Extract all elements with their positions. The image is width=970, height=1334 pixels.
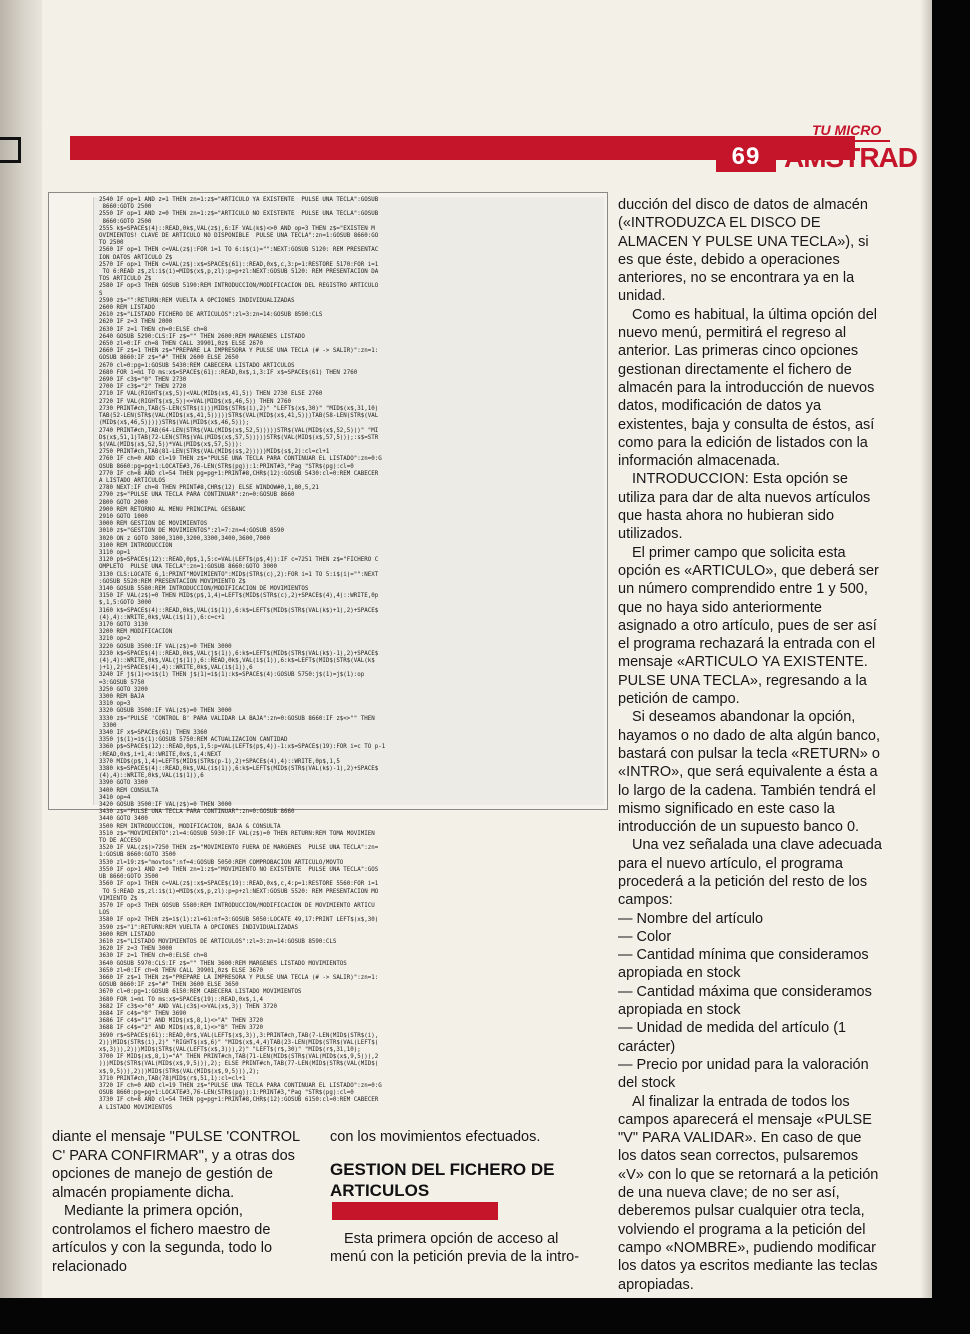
code-line: )))MID$(STR$(VAL(MID$(x$,9,5))),2); ELSE PRINT#ch,TAB(77-LEN(MID$(STR$(VAL(MID$( xyxy=(99,1061,379,1068)
code-line: x$,9,5))),2)))MID$(STR$(VAL(MID$(x$,9,5))),2); xyxy=(99,1068,260,1075)
code-line: 3300 REM BAJA xyxy=(99,694,145,701)
program-listing xyxy=(93,197,604,1111)
code-line: 3580 IF op>2 THEN z$=i$(1):zl=61:nf=3:GOSUB 5050:LOCATE 49,17:PRINT LEFT$(x$,30) xyxy=(99,917,379,924)
code-line: 3240 IF j$(1)<>i$(1) THEN j$(1)=i$(1):k$=SPACE$(4):GOSUB 5750:j$(1)=j$(1):op xyxy=(99,672,365,679)
code-line: LOS xyxy=(99,910,110,917)
code-line: OSUB 8660:pg=pg+1:LOCATE#3,76-LEN(STR$(pg)):1:PRINT#3,"Pag "STR$(pg):cl=0 xyxy=(99,1090,354,1097)
code-line: 3330 z$="PULSE 'CONTROL B' PARA VALIDAR LA BAJA":zn=0:GOSUB 8660:IF z$<>"" THEN xyxy=(99,715,375,722)
article-bottom-middle-column xyxy=(330,1128,596,1267)
code-line: 3390 GOTO 3300 xyxy=(99,780,148,787)
code-line: 3300 xyxy=(99,722,117,729)
code-line: TOS ARTICULO Z$ xyxy=(99,276,152,283)
code-line: 2630 IF z=1 THEN ch=0:ELSE ch=8 xyxy=(99,326,208,333)
code-line: 2710 IF VAL(RIGHT$(x$,5))<VAL(MID$(x$,41,5)) THEN 2730 ELSE 2760 xyxy=(99,391,323,398)
code-line: UB 8660:GOTO 3500 xyxy=(99,874,159,881)
code-line: (MID$(x$,46,5)))))STR$(VAL(MID$(x$,46,5))); xyxy=(99,420,250,427)
code-line: 2910 GOTO 1000 xyxy=(99,513,148,520)
previous-page-number-digit xyxy=(0,137,21,163)
code-line: 2660 IF z$=1 THEN z$="PREPARE LA IMPRESORA Y PULSE UNA TECLA (# -> SALIR)":zn=1: xyxy=(99,348,379,355)
code-line: 3510 z$="MOVIMIENTO":zl=4:GOSUB 5930:IF VAL(z$)=0 THEN RETURN:REM TOMA MOVIMIEN xyxy=(99,830,375,837)
code-line: A LISTADO ARTICULOS xyxy=(99,477,166,484)
code-line: 3630 IF z=1 THEN ch=0:ELSE ch=8 xyxy=(99,953,208,960)
page-edge xyxy=(920,0,932,1298)
code-line: 3690 r$=SPACE$(61)::READ,0r$,VAL(LEFT$(x$,3)),3:PRINT#ch,TAB(7-LEN(MID$(STR$(i), xyxy=(99,1032,379,1039)
heading-red-bar xyxy=(332,1202,498,1220)
code-line: 2580 IF op<3 THEN GOSUB 5190:REM INTRODUCCION/MODIFICACION DEL REGISTRO ARTICULO xyxy=(99,283,379,290)
magazine-name: AMSTRAD xyxy=(784,142,917,173)
list-item: — Cantidad mínima que consideramos apropiada en stock xyxy=(618,947,869,982)
code-line: 2560 IF op=1 THEN c=VAL(z$):FOR i=1 TO 6:i$(i)="":NEXT:GOSUB 5120: REM PRESENTAC xyxy=(99,247,379,254)
section-heading-line1: GESTION DEL FICHERO DE xyxy=(330,1159,555,1179)
paragraph: Una vez señalada una clave adecuada para el nuevo artículo, el programa procederá a la petición del resto de los campos: xyxy=(618,837,882,909)
code-line: 3400 REM CONSULTA xyxy=(99,787,159,794)
code-line: TO DE ACCESO xyxy=(99,838,141,845)
code-line: 3710 PRINT#ch,TAB(78)MID$(r$,51,1):cl=cl+1 xyxy=(99,1075,246,1082)
code-line: $(VAL(MID$(x$,52,5))*VAL(MID$(x$,57,5))): xyxy=(99,441,243,448)
code-line: 3730 IF ch=8 AND cl=54 THEN pg=pg+1:PRINT#8,CHR$(12):GOSUB 6150:cl=0:REM CABECER xyxy=(99,1097,379,1104)
code-line: (4),4)::WRITE,0k$,VAL(i$(1)),6 xyxy=(99,773,204,780)
code-line: 2780 NEXT:IF ch=8 THEN PRINT#8,CHR$(12) ELSE WINDOW#0,1,80,5,21 xyxy=(99,485,319,492)
code-line: 3500 REM INTRODUCCION, MODIFICACION, BAJA & CONSULTA xyxy=(99,823,281,830)
code-line: 3660 IF z$=1 THEN z$="PREPARE LA IMPRESORA Y PULSE UNA TECLA (# -> SALIR)":zn=1: xyxy=(99,974,379,981)
code-line: 3150 IF VAL(z$)=0 THEN MID$(p$,1,4)=LEFT$(MID$(STR$(c),2)+SPACE$(4),4)::WRITE,0p xyxy=(99,593,379,600)
paragraph: INTRODUCCION: Esta opción se utiliza para dar de alta nuevos artículos que hasta ahora no hubieran sido utilizados. xyxy=(618,471,871,543)
page-number: 69 xyxy=(716,142,776,172)
code-line: 3420 GOSUB 3500:IF VAL(z$)=0 THEN 3000 xyxy=(99,802,232,809)
code-line: 3110 op=1 xyxy=(99,549,131,556)
list-item: — Unidad de medida del artículo (1 carácter) xyxy=(618,1020,847,1055)
code-line: 2760 IF ch=0 AND cl=19 THEN z$="PULSE UNA TECLA PARA CONTINUAR EL LISTADO":zn=0:G xyxy=(99,456,382,463)
code-line: 3570 IF op<3 THEN GOSUB 5580:REM INTRODUCCION/MODIFICACION DE MOVIMIENTO ARTICU xyxy=(99,902,375,909)
code-line: OMPLETO PULSE UNA TECLA":zn=1:GOSUB 8660:GOTO 3000 xyxy=(99,564,277,571)
code-line: 3682 IF c3$<>"0" AND VAL(c3$)<>VAL(x$,3)) THEN 3720 xyxy=(99,1003,277,1010)
code-line: 8660:GOTO 2500 xyxy=(99,218,152,225)
code-line: D$(x$,51,1)TAB(72-LEN(STR$(VAL(MID$(x$,57,5)))))STR$(VAL(MID$(x$,57,5)));:s$=STR xyxy=(99,434,379,441)
list-item: — Color xyxy=(618,928,672,945)
code-line: S xyxy=(99,290,103,297)
code-line: 3200 REM MODIFICACION xyxy=(99,629,173,636)
code-line: 3020 ON z GOTO 3800,3100,3200,3300,3400,3600,7000 xyxy=(99,535,271,542)
code-line: 3100 REM INTRODUCCION xyxy=(99,542,173,549)
code-line: 3560 IF op>1 THEN c=VAL(z$):x$=SPACE$(19)::READ,0x$,c,4:p=1:RESTORE 5560:FOR i=1 xyxy=(99,881,379,888)
code-line: 3550 IF op>1 AND z=0 THEN zn=1:z$="MOVIMIENTO NO EXISTENTE PULSE UNA TECLA":GOS xyxy=(99,866,379,873)
section-heading xyxy=(330,1159,596,1222)
code-line: 3220 GOSUB 3500:IF VAL(z$)=0 THEN 3000 xyxy=(99,643,232,650)
code-line: 3620 IF z=3 THEN 3000 xyxy=(99,946,173,953)
code-line: 3650 zl=0:IF ch=8 THEN CALL 39901,0z$ ELSE 3670 xyxy=(99,967,264,974)
code-line: :READ,0x$,i+1,4::WRITE,0x$,i,4:NEXT xyxy=(99,751,222,758)
code-line: )+1),2)+SPACE$(4),4)::WRITE,0k$,VAL(i$(1)),6 xyxy=(99,665,253,672)
code-line: 3130 CLS:LOCATE 6,1:PRINT"MOVIMIENTO":MID$(STR$(c),2):FOR i=1 TO 5:i$(i)="":NEXT xyxy=(99,571,379,578)
paragraph: El primer campo que solicita esta opción es «ARTICULO», que deberá ser un número comprendido entre 1 y 500, que no haya sido anteriormente asignado a otro artículo, pues de ser así el programa rechazará la entrada con el mensaje «ARTICULO YA EXISTENTE. PULSE UNA TECLA», regresando a la petición de campo. xyxy=(618,544,879,708)
code-line: 2800 GOTO 2000 xyxy=(99,499,148,506)
code-line: 3600 REM LISTADO xyxy=(99,931,155,938)
code-line: 3230 k$=SPACE$(4)::READ,0k$,VAL(j$(1)),6:k$=LEFT$(MID$(STR$(VAL(k$)-1),2)+SPACE$ xyxy=(99,650,379,657)
code-line: TO 2500 xyxy=(99,240,124,247)
code-line: TO 6:READ z$,zl:i$(i)=MID$(x$,p,zl):p=p+zl:NEXT:GOSUB 5120: REM PRESENTACION DA xyxy=(99,269,379,276)
code-line: OSUB 8660:pg=pg+1:LOCATE#3,76-LEN(STR$(pg)):1:PRINT#3,"Pag "STR$(pg):cl=0 xyxy=(99,463,354,470)
code-line: 2610 z$="LISTADO FICHERO DE ARTICULOS":zl=3:zn=14:GOSUB 8590:CLS xyxy=(99,312,323,319)
code-line: 3310 op=3 xyxy=(99,701,131,708)
code-line: :GOSUB 5520:REM PRESENTACION MOVIMIENTO Z$ xyxy=(99,578,246,585)
section-title: TU MICRO xyxy=(812,122,882,138)
code-line: TAB(52-LEN(STR$(VAL(MID$(x$,41,5)))))STR$(VAL(MID$(x$,41,5)))TAB(58-LEN(STR$(VAL xyxy=(99,413,379,420)
code-line: 3000 REM GESTION DE MOVIMIENTOS xyxy=(99,521,208,528)
code-line: 2590 z$="":RETURN:REM VUELTA A OPCIONES INDIVIDUALIZADAS xyxy=(99,297,295,304)
binding-gutter xyxy=(0,0,42,1298)
list-item: — Precio por unidad para la valoración del stock xyxy=(618,1056,869,1092)
code-line: 2740 PRINT#ch,TAB(64-LEN(STR$(VAL(MID$(x$,52,5)))))STR$(VAL(MID$(x$,52,5)))" "MI xyxy=(99,427,379,434)
paragraph: ducción del disco de datos de almacén («INTRODUZCA EL DISCO DE ALMACEN Y PULSE UNA TECLA»), si es que éste, debido a operaciones anteriores, no se encontrara ya en la unidad. xyxy=(618,197,869,305)
code-line: 2790 z$="PULSE UNA TECLA PARA CONTINUAR":zn=0:GOSUB 8660 xyxy=(99,492,295,499)
code-line: 2680 FOR i=mi TO ms:x$=SPACE$(61)::READ,0x$,i,3:IF x$=SPACE$(61) THEN 2760 xyxy=(99,369,358,376)
code-line: GOSUB 8660:IF z$="#" THEN 3600 ELSE 3650 xyxy=(99,982,239,989)
code-line: 2770 IF ch=8 AND cl=54 THEN pg=pg+1:PRINT#8,CHR$(12):GOSUB 5430:cl=0:REM CABECER xyxy=(99,470,379,477)
code-line: 2900 REM RETORNO AL MENU PRINCIPAL GESBANC xyxy=(99,506,246,513)
code-line: OVIMIENTOS! CLAVE DE ARTICULO NO DISPONIBLE PULSE UNA TECLA":zn=1:GOSUB 8660:GO xyxy=(99,233,379,240)
code-line: 3530 zl=19:z$="movtos":nf=4:GOSUB 5050:REM COMPROBACION ARTICULO/MOVTO xyxy=(99,859,344,866)
code-line: 3210 op=2 xyxy=(99,636,131,643)
code-line: 3430 z$="PULSE UNA TECLA PARA CONTINUAR":zn=0:GOSUB 8660 xyxy=(99,809,295,816)
paragraph: diante el mensaje "PULSE 'CONTROL C' PARA CONFIRMAR", y a otras dos opciones de manejo de gestión de almacén propiamente dicha. xyxy=(52,1129,300,1201)
code-line: 2600 REM LISTADO xyxy=(99,305,155,312)
code-line: 3670 cl=0:pg=1:GOSUB 6150:REM CABECERA LISTADO MOVIMIENTOS xyxy=(99,989,302,996)
article-bottom-left-column xyxy=(52,1128,308,1276)
code-line: 3160 k$=SPACE$(4)::READ,0k$,VAL(i$(1)),6:k$=LEFT$(MID$(STR$(VAL(k$)+1),2)+SPACE$ xyxy=(99,607,379,614)
code-line: (4),4)::WRITE,0k$,VAL(j$(1)),6::READ,0k$,VAL(i$(1)),6:k$=LEFT$(MID$(STR$(VAL(k$ xyxy=(99,658,375,664)
code-line: 3370 MID$(p$,1,4)=LEFT$(MID$(STR$(p-1),2)+SPACE$(4),4)::WRITE,0p$,1,5 xyxy=(99,758,340,765)
code-line: 3360 p$=SPACE$(12)::READ,0p$,1,5:p=VAL(LEFT$(p$,4))-1:x$=SPACE$(19):FOR i=c TO p-1 xyxy=(99,744,386,751)
code-line: ION DATOS ARTICULO Z$ xyxy=(99,254,173,261)
code-line: 2700 IF c3$="2" THEN 2720 xyxy=(99,384,187,391)
code-line: 2540 IF op=1 AND z=1 THEN zn=1:z$="ARTICULO YA EXISTENTE PULSE UNA TECLA":GOSUB xyxy=(99,197,379,203)
code-line: 2720 IF VAL(RIGHT$(x$,5))<=VAL(MID$(x$,46,5)) THEN 2760 xyxy=(99,398,291,405)
code-line: 2620 IF z=3 THEN 2000 xyxy=(99,319,173,326)
code-line: VIMIENTO Z$ xyxy=(99,895,138,902)
paragraph: Si deseamos abandonar la opción, hayamos o no dado de alta algún banco, bastará con pulsar la tecla «RETURN» o «INTRO», que será equivalente a ésta a lo largo de la cadena. También tendrá el mismo significado en este caso la introducción de un supuesto banco 0. xyxy=(618,709,881,836)
code-line: 3610 z$="LISTADO MOVIMIENTOS DE ARTICULOS":zl=3:zn=14:GOSUB 8590:CLS xyxy=(99,938,337,945)
code-line: x$,3))),2)))MID$(STR$(VAL(LEFT$(x$,3))),2)" "LEFT$(r$,30)" "MID$(r$,31,10); xyxy=(99,1046,361,1053)
paragraph: con los movimientos efectuados. xyxy=(330,1129,541,1145)
code-line: 3688 IF c4$="2" AND MID$(x$,8,1)<>"B" THEN 3720 xyxy=(99,1025,264,1032)
code-line: 3640 GOSUB 5970:CLS:IF z$="" THEN 3600:REM MARGENES LISTADO MOVIMIENTOS xyxy=(99,960,347,967)
code-line: 2730 PRINT#ch,TAB(5-LEN(STR$(i)))MID$(STR$(i),2)" "LEFT$(x$,30)" "MID$(x$,31,10) xyxy=(99,405,379,412)
code-line: 3010 z$="GESTION DE MOVIMIENTOS":zl=7:zn=4:GOSUB 8590 xyxy=(99,528,284,535)
code-line: 3686 IF c4$="1" AND MID$(x$,8,1)<>"A" THEN 3720 xyxy=(99,1018,264,1025)
code-line: 3720 IF ch=0 AND cl=19 THEN z$="PULSE UNA TECLA PARA CONTINUAR EL LISTADO":zn=0:G xyxy=(99,1082,382,1089)
code-line: 3410 op=4 xyxy=(99,794,131,801)
list-item: — Cantidad máxima que consideramos apropiada en stock xyxy=(618,983,872,1019)
section-heading-line2: ARTICULOS xyxy=(330,1180,430,1200)
paragraph: Esta primera opción de acceso al menú con la petición previa de la intro- xyxy=(330,1230,580,1265)
list-item: — Nombre del artículo xyxy=(618,910,764,927)
code-line: 3170 GOTO 3130 xyxy=(99,621,148,628)
code-line: (4),4)::WRITE,0k$,VAL(i$(1)),6:c=c+1 xyxy=(99,614,225,621)
paragraph: Al finalizar la entrada de todos los campos aparecerá el mensaje «PULSE "V" PARA VALIDAR». En caso de que los datos sean correctos, pulsaremos «V» con lo que se retornará a la petición de una nueva clave; de no ser así, deberemos pulsar cualquier otra tecla, volviendo el programa a la petición del campo «NOMBRE», pudiendo modificar los datos ya escritos mediante las teclas apropiadas. xyxy=(618,1093,879,1293)
code-line: 2)))MID$(STR$(i),2)" "RIGHT$(x$,6)" "MID$(x$,4,4)TAB(23-LEN(MID$(STR$(VAL(LEFT$( xyxy=(99,1039,379,1046)
code-line: 3350 j$(1)=i$(1):GOSUB 5750:REM ACTUALIZACION CANTIDAD xyxy=(99,737,288,744)
code-line: 3520 IF VAL(z$)>7250 THEN z$="MOVIMIENTO FUERA DE MARGENES PULSE UNA TECLA":zn= xyxy=(99,845,379,852)
code-line: 3590 z$="1":RETURN:REM VUELTA A OPCIONES INDIVIDUALIZADAS xyxy=(99,924,298,931)
code-line: =3:GOSUB 5750 xyxy=(99,679,145,686)
code-line: 2690 IF c3$="0" THEN 2730 xyxy=(99,377,187,384)
code-line: 2750 PRINT#ch,TAB(81-LEN(STR$(VAL(MID$(s$,2)))))MID$(s$,2):cl=cl+1 xyxy=(99,449,330,456)
code-line: 3140 GOSUB 5580:REM INTRODUCCION/MODIFICACION DE MOVIMIENTOS xyxy=(99,585,309,592)
code-line: 2550 IF op=1 AND z=0 THEN zn=1:z$="ARTICULO NO EXISTENTE PULSE UNA TECLA":GOSUB xyxy=(99,211,379,218)
code-line: GOSUB 8660:IF z$="#" THEN 2600 ELSE 2650 xyxy=(99,355,239,362)
article-right-column xyxy=(618,196,884,1294)
code-line: 2570 IF op>1 THEN c=VAL(z$):x$=SPACE$(61)::READ,0x$,c,3:p=1:RESTORE 5170:FOR i=1 xyxy=(99,261,379,268)
code-line: 3700 IF MID$(x$,8,1)="A" THEN PRINT#ch,TAB(71-LEN(MID$(STR$(VAL(MID$(x$,9,5))),2 xyxy=(99,1054,379,1061)
code-line: 3120 p$=SPACE$(12)::READ,0p$,1,5:c=VAL(LEFT$(p$,4)):IF c=7251 THEN z$="FICHERO C xyxy=(99,557,379,564)
previous-page-number xyxy=(0,136,40,164)
code-line: A LISTADO MOVIMIENTOS xyxy=(99,1104,173,1111)
code-line: 3380 k$=SPACE$(4)::READ,0k$,VAL(i$(1)),6:k$=LEFT$(MID$(STR$(VAL(k$)-1),2)+SPACE$ xyxy=(99,766,379,773)
code-line: 3684 IF c4$="0" THEN 3690 xyxy=(99,1010,187,1017)
code-line: 2640 GOSUB 5290:CLS:IF z$="" THEN 2600:REM MARGENES LISTADO xyxy=(99,333,305,340)
code-line: 3680 FOR i=mi TO ms:x$=SPACE$(19)::READ,0x$,i,4 xyxy=(99,996,264,1003)
code-line: $,1,5:GOTO 3000 xyxy=(99,600,152,607)
code-line: 3340 IF x$=SPACE$(61) THEN 3360 xyxy=(99,730,208,737)
paragraph: Mediante la primera opción, controlamos el fichero maestro de artículos y con la segunda, todo lo relacionado xyxy=(52,1203,273,1275)
code-line: 1:GOSUB 8660:GOTO 3500 xyxy=(99,852,176,859)
code-line: 3440 GOTO 3400 xyxy=(99,816,148,823)
code-line: 2650 zl=0:IF ch=8 THEN CALL 39901,0z$ ELSE 2670 xyxy=(99,341,264,348)
paragraph: Como es habitual, la última opción del nuevo menú, permitirá el regreso al anterior. Las primeras cinco opciones gestionan directamente el fichero de almacén para la introducción de nuevos datos, modificación de datos ya existentes, baja y consulta de éstos, así como para la edición de listados con la información almacenada. xyxy=(618,306,878,470)
code-line: 2555 k$=SPACE$(4)::READ,0k$,VAL(z$),6:IF VAL(k$)<>0 AND op=3 THEN z$="EXISTEN M xyxy=(99,225,375,232)
code-line: 3320 GOSUB 3500:IF VAL(z$)=0 THEN 3000 xyxy=(99,708,232,715)
code-line: 8660:GOTO 2500 xyxy=(99,204,152,211)
code-line: 2670 cl=0:pg=1:GOSUB 5430:REM CABECERA LISTADO ARTICULOS xyxy=(99,362,295,369)
code-line: 3250 GOTO 3200 xyxy=(99,686,148,693)
code-line: TO 5:READ z$,zl:i$(i)=MID$(x$,p,zl):p=p+zl:NEXT:GOSUB 5520: REM PRESENTACION MO xyxy=(99,888,379,895)
